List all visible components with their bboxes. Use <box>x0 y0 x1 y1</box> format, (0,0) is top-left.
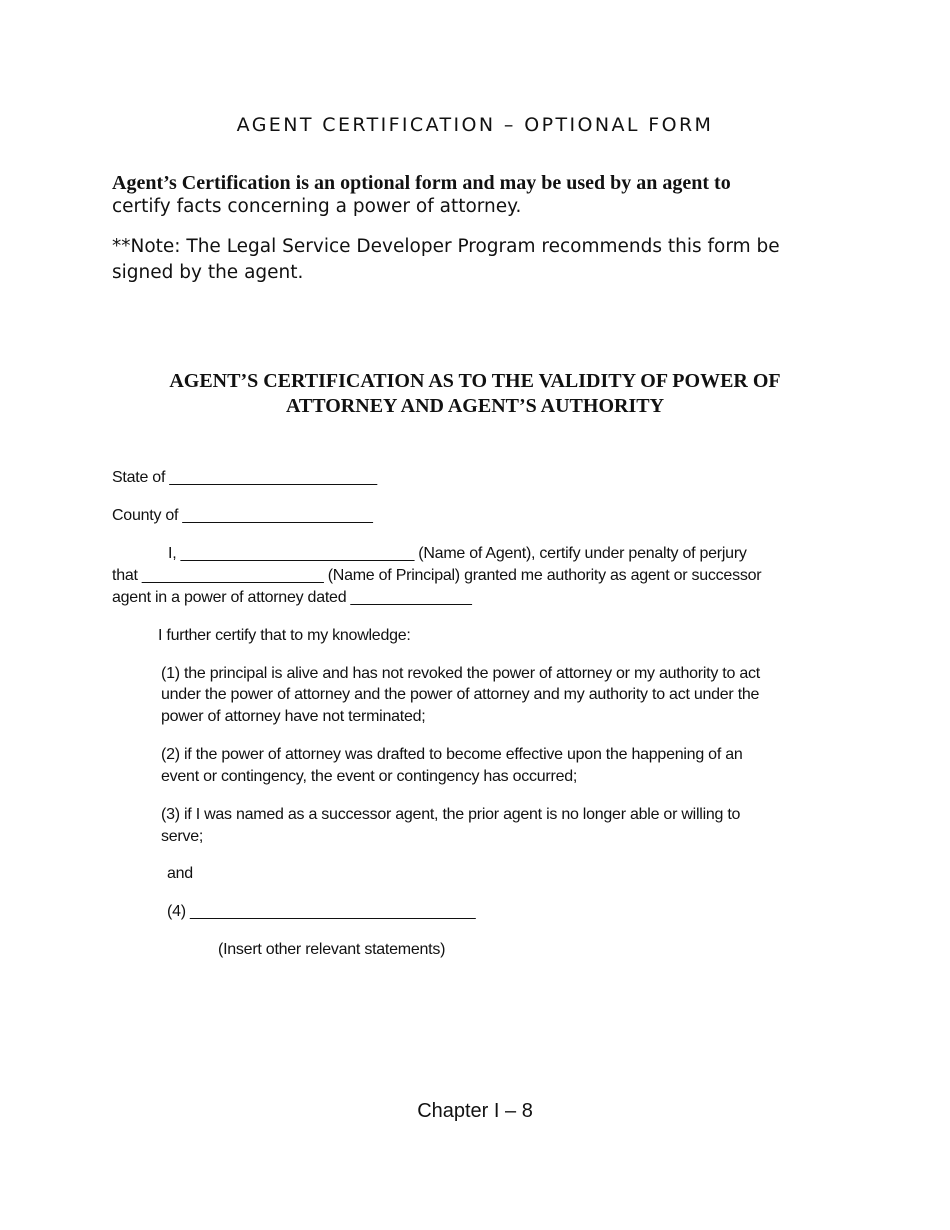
item-4-line: (4) _________________________________ <box>167 903 476 920</box>
item-2-line-2: event or contingency, the event or contingency has occurred; <box>161 768 578 785</box>
note-text-line-1: **Note: The Legal Service Developer Program recommends this form be <box>112 236 780 257</box>
form-heading-line-2: ATTORNEY AND AGENT’S AUTHORITY <box>285 395 665 417</box>
certification-line-3: agent in a power of attorney dated ______________ <box>112 589 472 606</box>
item-3-line-1: (3) if I was named as a successor agent, the prior agent is no longer able or willing to <box>161 806 741 823</box>
note-text-line-2: signed by the agent. <box>112 262 304 283</box>
certification-line-1: I, ___________________________ (Name of Agent), certify under penalty of perjury <box>168 545 747 562</box>
county-field: County of ______________________ <box>112 507 373 524</box>
knowledge-intro: I further certify that to my knowledge: <box>158 627 411 644</box>
page-footer: Chapter I – 8 <box>417 1100 533 1122</box>
item-1-line-3: power of attorney have not terminated; <box>161 708 426 725</box>
item-1-line-1: (1) the principal is alive and has not revoked the power of attorney or my authority to act <box>161 665 760 682</box>
item-4-caption: (Insert other relevant statements) <box>218 941 446 958</box>
page-title: AGENT CERTIFICATION – OPTIONAL FORM <box>236 114 714 136</box>
item-1-line-2: under the power of attorney and the power of attorney and my authority to act under the <box>161 686 760 703</box>
form-heading-line-1: AGENT’S CERTIFICATION AS TO THE VALIDITY OF POWER OF <box>169 370 781 392</box>
state-field: State of ________________________ <box>112 469 377 486</box>
intro-text-line-2: certify facts concerning a power of attorney. <box>112 196 522 217</box>
intro-text-line-1: Agent’s Certification is an optional form and may be used by an agent to <box>112 172 731 194</box>
item-3-line-2: serve; <box>161 828 204 845</box>
and-text: and <box>167 865 193 882</box>
item-2-line-1: (2) if the power of attorney was drafted to become effective upon the happening of an <box>161 746 743 763</box>
certification-line-2: that _____________________ (Name of Principal) granted me authority as agent or successor <box>112 567 762 584</box>
